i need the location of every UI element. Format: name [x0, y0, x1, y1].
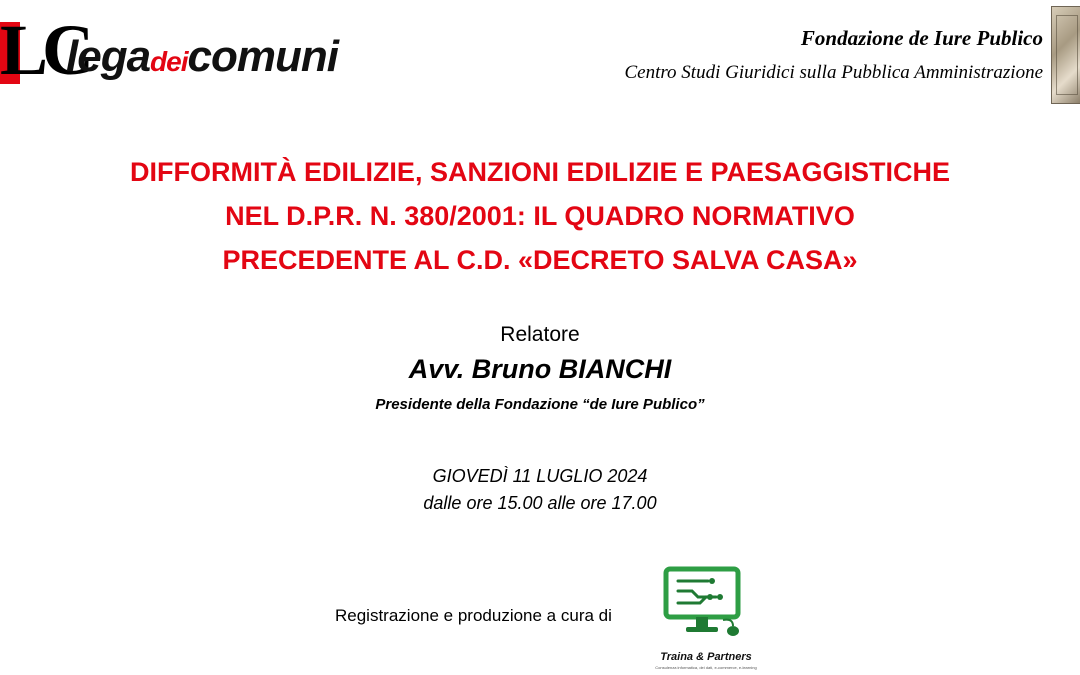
partner-tagline: Consulenza informatica, dei dati, e-commerce, e-learning	[655, 665, 757, 670]
event-time: dalle ore 15.00 alle ore 17.00	[423, 493, 657, 513]
lega-dei-comuni-logo	[0, 10, 360, 90]
speaker-label: Relatore	[500, 323, 580, 346]
title-line-3: PRECEDENTE AL C.D. «DECRETO SALVA CASA»	[222, 245, 858, 275]
speaker-role: Presidente della Fondazione “de Iure Publico”	[375, 396, 705, 413]
logo-wordmark: legadeicomuni	[66, 32, 338, 81]
partner-name: Traina & Partners	[660, 651, 752, 663]
traina-partners-logo-icon	[660, 563, 750, 643]
title-line-1: DIFFORMITÀ EDILIZIE, SANZIONI EDILIZIE E PAESAGGISTICHE	[129, 157, 951, 187]
logo-mark: LC	[0, 10, 89, 90]
event-date: GIOVEDÌ 11 LUGLIO 2024	[432, 466, 648, 486]
title-line-2: NEL D.P.R. N. 380/2001: IL QUADRO NORMATIVO	[225, 201, 855, 231]
speaker-name: Avv. Bruno BIANCHI	[408, 354, 672, 384]
foundation-name: Fondazione de Iure Publico	[800, 26, 1043, 50]
seminar-title	[40, 150, 1040, 282]
production-credit: Registrazione e produzione a cura di	[335, 606, 612, 625]
seal-icon	[1051, 6, 1080, 104]
foundation-subtitle: Centro Studi Giuridici sulla Pubblica Amministrazione	[624, 62, 1043, 83]
